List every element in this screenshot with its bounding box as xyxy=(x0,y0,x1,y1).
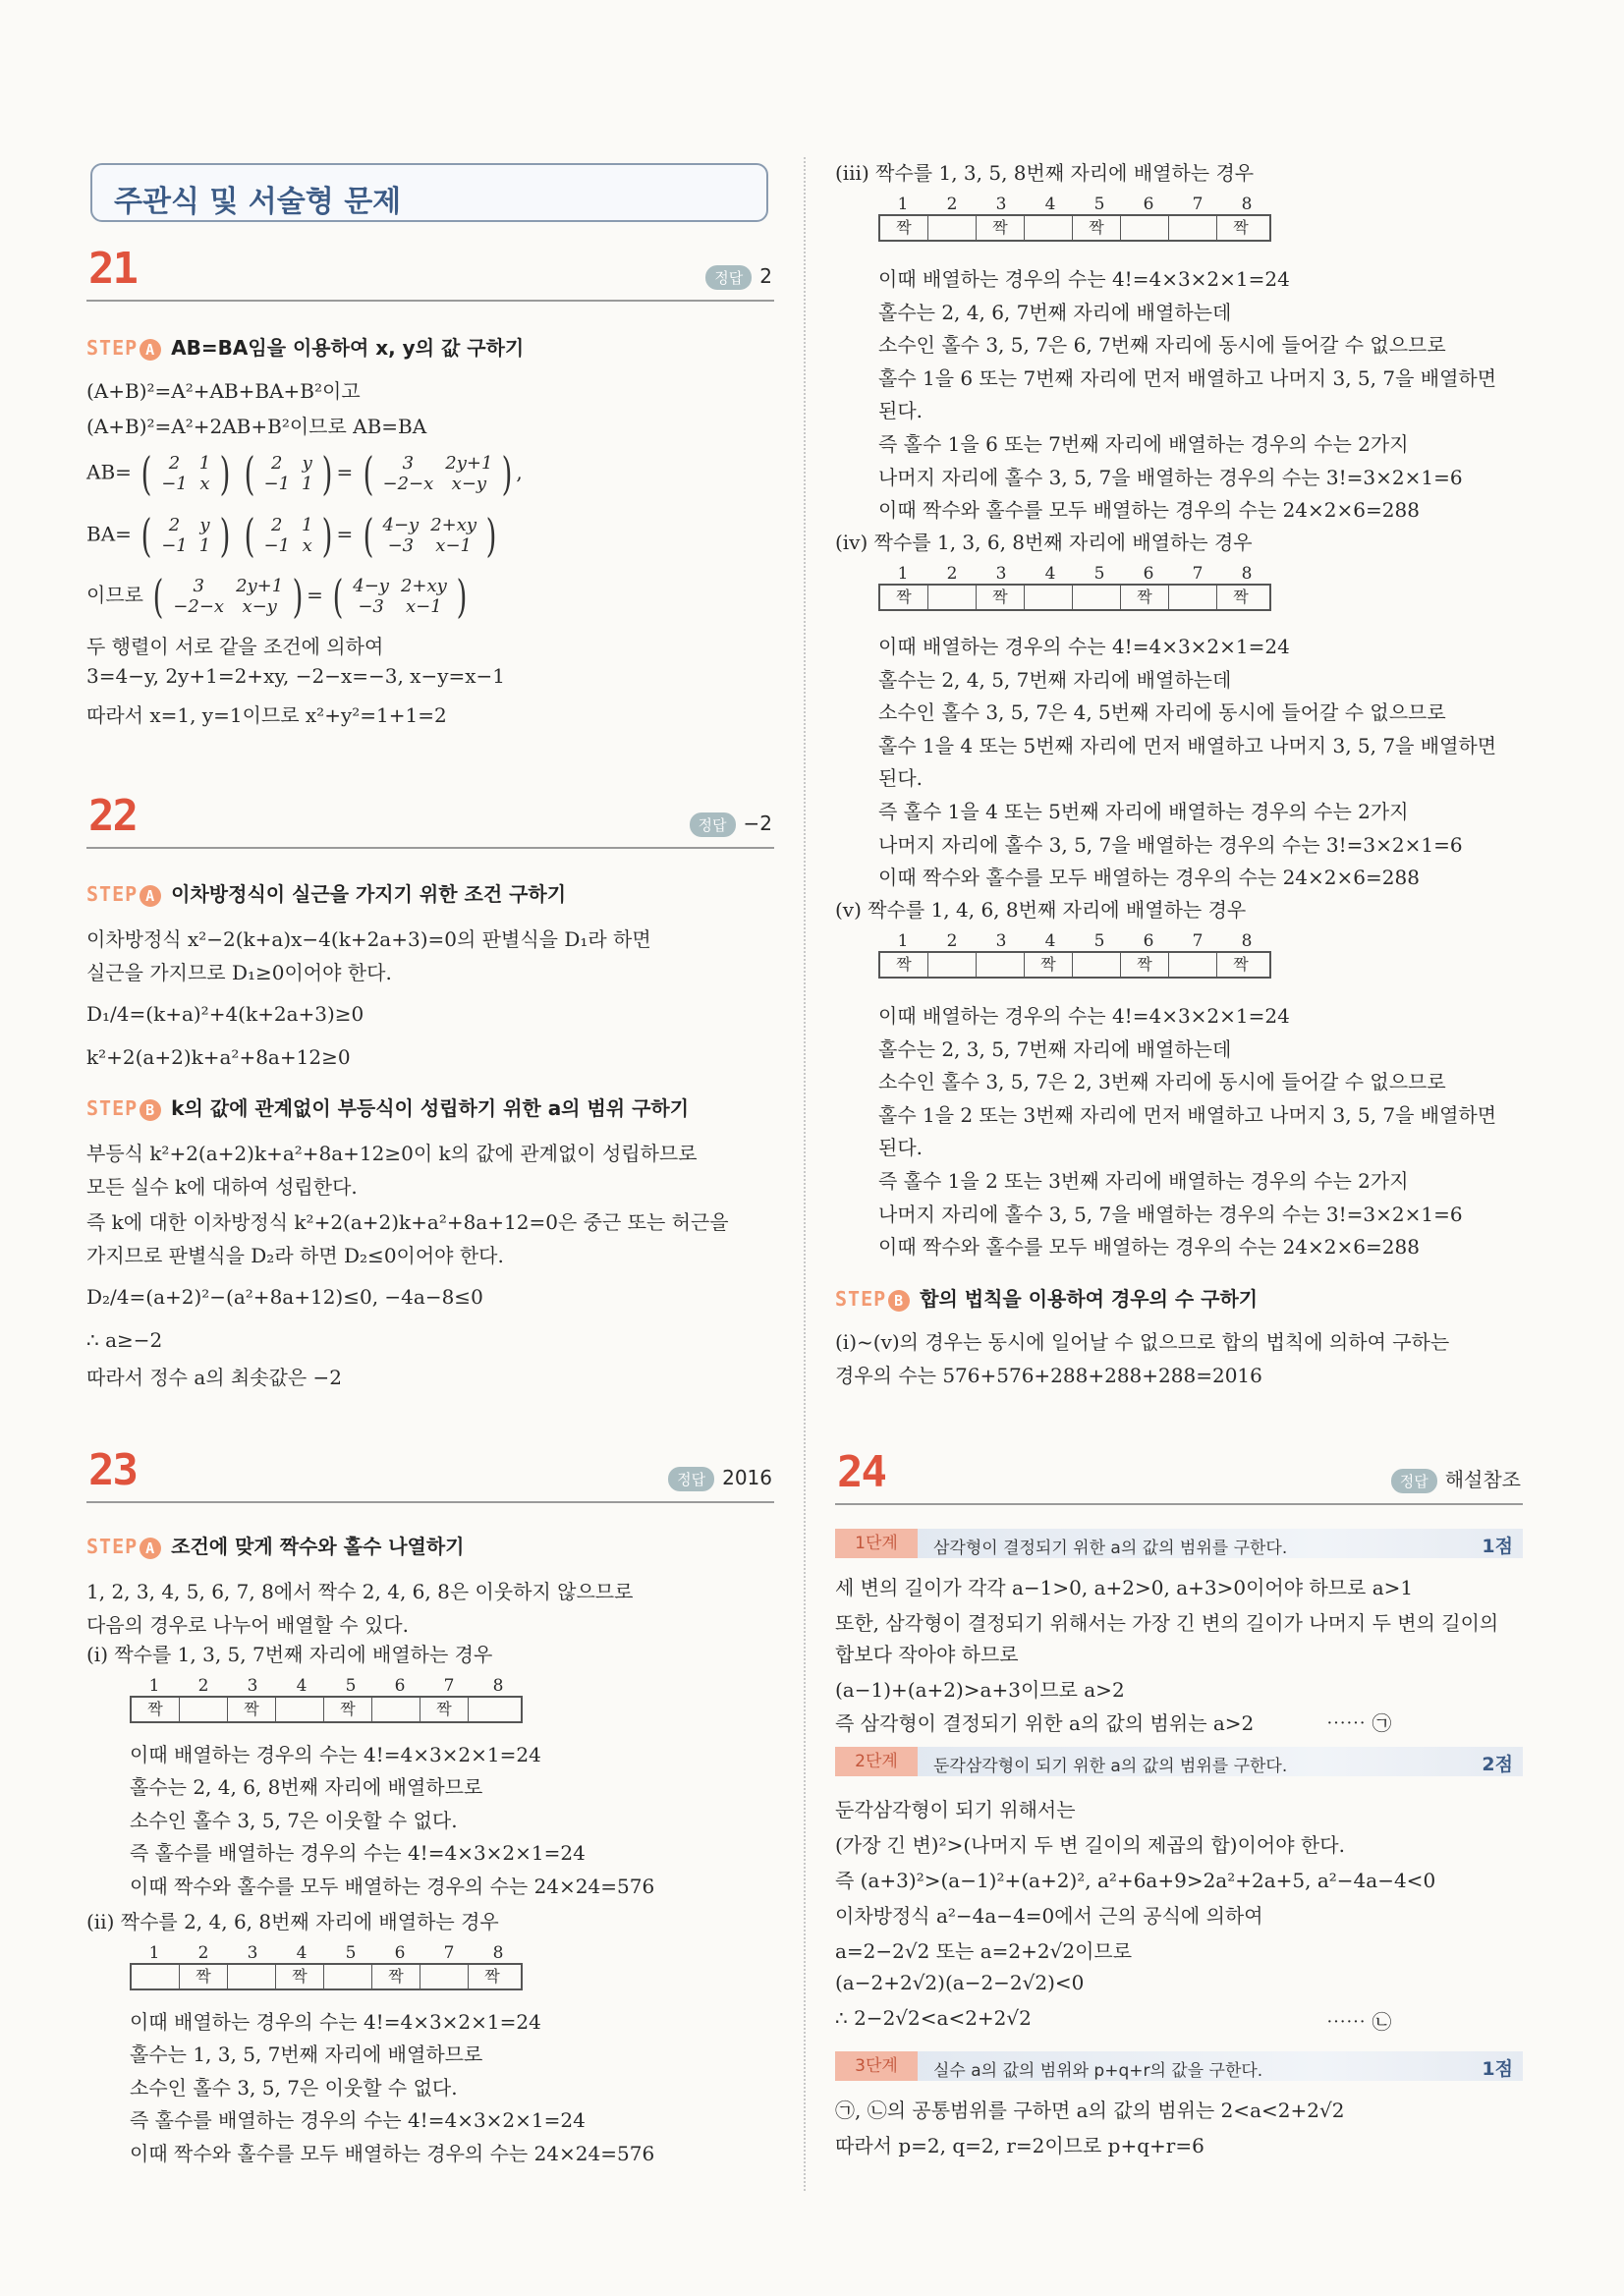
answer-badge: 정답 xyxy=(705,265,752,290)
text-line: 부등식 k²+2(a+2)k+a²+8a+12≥0이 k의 값에 관계없이 성립하므로 xyxy=(86,1142,698,1165)
slot-box xyxy=(324,1965,372,1988)
slot-number: 7 xyxy=(1192,195,1204,214)
step-a xyxy=(86,332,524,361)
text-line: 가지므로 판별식을 D₂라 하면 D₂≤0이어야 한다. xyxy=(86,1244,504,1267)
text-line: 이때 짝수와 홀수를 모두 배열하는 경우의 수는 24×24=576 xyxy=(130,2142,655,2165)
slot-box: 짝 xyxy=(1121,953,1169,977)
slot-number: 5 xyxy=(1093,564,1105,584)
text-line: 홀수는 2, 4, 5, 7번째 자리에 배열하는데 xyxy=(878,668,1232,692)
text-line: 이때 짝수와 홀수를 모두 배열하는 경우의 수는 24×24=576 xyxy=(130,1875,655,1898)
case-heading: (ⅴ) 짝수를 1, 4, 6, 8번째 자리에 배열하는 경우 xyxy=(835,898,1247,922)
marker-1: ⋯⋯ ㉠ xyxy=(1326,1711,1392,1735)
matrix-equation-ba: BA= ( 2 y −1 1 ) ( 2 1 −1 x ) = ( 4−y 2+xy −3 x−1 ) xyxy=(86,509,500,562)
text-line: D₂/4=(a+2)²−(a²+8a+12)≤0, −4a−8≤0 xyxy=(86,1285,483,1309)
step-tag: STEP B xyxy=(86,1096,161,1120)
step-text: AB=BA임을 이용하여 x, y의 값 구하기 xyxy=(171,336,525,360)
slot-number: 8 xyxy=(1241,931,1253,951)
text-line: (가장 긴 변)²>(나머지 두 변 길이의 제곱의 합)이어야 한다. xyxy=(835,1833,1345,1857)
stage-tag: 3단계 xyxy=(835,2051,918,2081)
text-line: 이차방정식 x²−2(k+a)x−4(k+2a+3)=0의 판별식을 D₁라 하면 xyxy=(86,927,651,951)
stage-3-bar xyxy=(835,2051,1523,2081)
answer-value: 2 xyxy=(759,264,772,288)
slot-box: 짝 xyxy=(484,1967,500,1986)
text-line: 이차방정식 a²−4a−4=0에서 근의 공식에 의하여 xyxy=(835,1904,1263,1928)
stage-text: 삼각형이 결정되기 위한 a의 값의 범위를 구한다. xyxy=(933,1539,1288,1558)
slot-number: 7 xyxy=(1192,931,1204,951)
text-line: 된다. xyxy=(878,1136,923,1159)
case-heading: (ⅰ) 짝수를 1, 3, 5, 7번째 자리에 배열하는 경우 xyxy=(86,1643,493,1666)
text-line: 이때 짝수와 홀수를 모두 배열하는 경우의 수는 24×2×6=288 xyxy=(878,498,1420,522)
text-line: a=2−2√2 또는 a=2+2√2이므로 xyxy=(835,1939,1133,1963)
slot-box xyxy=(1169,216,1217,240)
slot-number: 1 xyxy=(148,1676,160,1696)
slot-box: 짝 xyxy=(880,216,928,240)
text-line: 즉 홀수 1을 4 또는 5번째 자리에 배열하는 경우의 수는 2가지 xyxy=(878,800,1409,823)
slot-number: 4 xyxy=(1044,931,1056,951)
problem-number: 24 xyxy=(837,1447,885,1497)
text-line: 세 변의 길이가 각각 a−1>0, a+2>0, a+3>0이어야 하므로 a>1 xyxy=(835,1576,1414,1599)
slot-box xyxy=(180,1698,228,1721)
matrix: ( 2 1 −1 x ) xyxy=(140,447,231,500)
text-line: 된다. xyxy=(878,399,923,422)
slot-number: 3 xyxy=(995,931,1007,951)
slot-number: 2 xyxy=(197,1943,209,1963)
column-divider xyxy=(804,157,806,2191)
stage-1-bar xyxy=(835,1529,1523,1558)
text-line: 합보다 작아야 하므로 xyxy=(835,1643,1019,1666)
slot-number: 2 xyxy=(197,1676,209,1696)
slot-box: 짝 xyxy=(1233,588,1249,606)
step-text: 합의 법칙을 이용하여 경우의 수 구하기 xyxy=(920,1287,1259,1311)
answer-badge: 정답 xyxy=(690,812,736,837)
text-line: 따라서 x=1, y=1이므로 x²+y²=1+1=2 xyxy=(86,703,447,727)
text-line: 즉 홀수 1을 6 또는 7번째 자리에 배열하는 경우의 수는 2가지 xyxy=(878,432,1409,456)
slot-diagram xyxy=(878,564,1271,611)
text-line: 홀수 1을 6 또는 7번째 자리에 먼저 배열하고 나머지 3, 5, 7을 배열하면 xyxy=(878,366,1497,390)
text-line: ∴ a≥−2 xyxy=(86,1328,163,1352)
text-line: 이때 짝수와 홀수를 모두 배열하는 경우의 수는 24×2×6=288 xyxy=(878,1235,1420,1259)
slot-box: 짝 xyxy=(276,1965,324,1988)
slot-box: 짝 xyxy=(1233,955,1249,974)
text-line: 경우의 수는 576+576+288+288+288=2016 xyxy=(835,1364,1262,1387)
slot-number: 8 xyxy=(492,1943,504,1963)
text-line: (A+B)²=A²+2AB+B²이므로 AB=BA xyxy=(86,415,427,438)
slot-box xyxy=(276,1698,324,1721)
marker-2: ⋯⋯ ㉡ xyxy=(1326,2010,1392,2034)
matrix: ( 2 y −1 1 ) xyxy=(244,447,333,500)
slot-number: 8 xyxy=(492,1676,504,1696)
text-line: 홀수 1을 2 또는 3번째 자리에 먼저 배열하고 나머지 3, 5, 7을 배열하면 xyxy=(878,1103,1497,1127)
text-line: 홀수 1을 4 또는 5번째 자리에 먼저 배열하고 나머지 3, 5, 7을 배열하면 xyxy=(878,734,1497,757)
text-line: 이때 짝수와 홀수를 모두 배열하는 경우의 수는 24×2×6=288 xyxy=(878,866,1420,889)
slot-number: 6 xyxy=(1143,195,1154,214)
stage-points: 2점 xyxy=(1482,1754,1513,1775)
step-tag: STEP A xyxy=(86,1535,161,1558)
slot-number: 7 xyxy=(1192,564,1204,584)
text-line: (ⅰ)~(ⅴ)의 경우는 동시에 일어날 수 없으므로 합의 법칙에 의하여 구하는 xyxy=(835,1330,1450,1354)
slot-box: 짝 xyxy=(1121,586,1169,609)
slot-box xyxy=(977,953,1025,977)
step-tag: STEP A xyxy=(86,882,161,906)
slot-box xyxy=(928,586,977,609)
text-line: 이때 배열하는 경우의 수는 4!=4×3×2×1=24 xyxy=(130,2010,541,2034)
slot-number: 4 xyxy=(1044,564,1056,584)
text-line: 홀수는 2, 3, 5, 7번째 자리에 배열하는데 xyxy=(878,1037,1232,1061)
slot-number: 6 xyxy=(1143,931,1154,951)
slot-number: 5 xyxy=(1093,931,1105,951)
text-line: 된다. xyxy=(878,766,923,790)
slot-box: 짝 xyxy=(180,1965,228,1988)
text-line: ∴ 2−2√2<a<2+2√2 xyxy=(835,2006,1032,2030)
slot-box xyxy=(372,1698,420,1721)
slot-number: 3 xyxy=(995,195,1007,214)
matrix-equation-ab: AB= ( 2 1 −1 x ) ( 2 y −1 1 ) = ( 3 2y+1 −2−x x−y ) , xyxy=(86,447,523,500)
slot-number: 6 xyxy=(394,1676,406,1696)
slot-box: 짝 xyxy=(880,953,928,977)
text-line: 나머지 자리에 홀수 3, 5, 7을 배열하는 경우의 수는 3!=3×2×1=6 xyxy=(878,833,1463,857)
slot-diagram xyxy=(878,195,1271,242)
matrix: ( 2 y −1 1 ) xyxy=(140,509,231,562)
text-line: 홀수는 2, 4, 6, 8번째 자리에 배열하므로 xyxy=(130,1775,483,1799)
slot-number: 8 xyxy=(1241,195,1253,214)
text-line: 3=4−y, 2y+1=2+xy, −2−x=−3, x−y=x−1 xyxy=(86,664,506,688)
step-text: 조건에 맞게 짝수와 홀수 나열하기 xyxy=(171,1535,465,1558)
slot-number: 2 xyxy=(946,564,958,584)
slot-number: 7 xyxy=(443,1943,455,1963)
text-line: 실근을 가지므로 D₁≥0이어야 한다. xyxy=(86,961,392,984)
text-line: 소수인 홀수 3, 5, 7은 이웃할 수 없다. xyxy=(130,1809,458,1832)
text-line: 따라서 정수 a의 최솟값은 −2 xyxy=(86,1366,343,1389)
slot-number: 1 xyxy=(897,195,909,214)
stage-text: 실수 a의 값의 범위와 p+q+r의 값을 구한다. xyxy=(933,2061,1263,2081)
text-line: k²+2(a+2)k+a²+8a+12≥0 xyxy=(86,1045,351,1069)
case-heading: (ⅳ) 짝수를 1, 3, 6, 8번째 자리에 배열하는 경우 xyxy=(835,531,1253,554)
problem-number: 23 xyxy=(88,1445,137,1495)
step-tag: STEP A xyxy=(86,336,161,360)
text-line: 즉 홀수를 배열하는 경우의 수는 4!=4×3×2×1=24 xyxy=(130,1841,586,1865)
slot-number: 6 xyxy=(394,1943,406,1963)
text-line: (A+B)²=A²+AB+BA+B²이고 xyxy=(86,379,361,403)
slot-box: 짝 xyxy=(977,216,1025,240)
matrix: ( 2 1 −1 x ) xyxy=(244,509,333,562)
slot-number: 5 xyxy=(345,1676,357,1696)
slot-box xyxy=(1025,216,1073,240)
stage-2-bar xyxy=(835,1747,1523,1776)
text-line: 두 행렬이 서로 같을 조건에 의하여 xyxy=(86,635,384,658)
problem-number: 21 xyxy=(88,244,137,294)
text-line: 즉 (a+3)²>(a−1)²+(a+2)², a²+6a+9>2a²+2a+5, a²−4a−4<0 xyxy=(835,1869,1436,1892)
slot-box: 짝 xyxy=(420,1698,469,1721)
slot-box: 짝 xyxy=(880,586,928,609)
slot-number: 6 xyxy=(1143,564,1154,584)
stage-tag: 2단계 xyxy=(835,1747,918,1776)
problem-22-header xyxy=(86,791,774,849)
text-line: 또한, 삼각형이 결정되기 위해서는 가장 긴 변의 길이가 나머지 두 변의 길이의 xyxy=(835,1611,1499,1635)
slot-box: 짝 xyxy=(228,1698,276,1721)
slot-number: 2 xyxy=(946,931,958,951)
text-line: 소수인 홀수 3, 5, 7은 2, 3번째 자리에 동시에 들어갈 수 없으므로 xyxy=(878,1070,1446,1093)
slot-box: 짝 xyxy=(1073,216,1121,240)
slot-number: 8 xyxy=(1241,564,1253,584)
text-line: 이때 배열하는 경우의 수는 4!=4×3×2×1=24 xyxy=(878,267,1290,291)
problem-23-header xyxy=(86,1445,774,1503)
slot-diagram xyxy=(130,1943,523,1990)
text-line: 나머지 자리에 홀수 3, 5, 7을 배열하는 경우의 수는 3!=3×2×1=6 xyxy=(878,1203,1463,1226)
step-b xyxy=(835,1283,1258,1312)
stage-text: 둔각삼각형이 되기 위한 a의 값의 범위를 구한다. xyxy=(933,1757,1288,1776)
step-text: 이차방정식이 실근을 가지기 위한 조건 구하기 xyxy=(171,882,567,906)
problem-24-header xyxy=(835,1447,1523,1505)
text-line: 둔각삼각형이 되기 위해서는 xyxy=(835,1798,1076,1821)
text-line: 이때 배열하는 경우의 수는 4!=4×3×2×1=24 xyxy=(878,1004,1290,1028)
slot-box xyxy=(1073,586,1121,609)
slot-diagram xyxy=(130,1676,523,1723)
text-line: (a−1)+(a+2)>a+3이므로 a>2 xyxy=(835,1678,1125,1702)
slot-number: 3 xyxy=(247,1943,258,1963)
step-tag: STEP B xyxy=(835,1287,910,1311)
text-line: 소수인 홀수 3, 5, 7은 6, 7번째 자리에 동시에 들어갈 수 없으므로 xyxy=(878,333,1446,357)
text-line: 홀수는 2, 4, 6, 7번째 자리에 배열하는데 xyxy=(878,301,1232,324)
stage-points: 1점 xyxy=(1482,1536,1513,1557)
text-line: (a−2+2√2)(a−2−2√2)<0 xyxy=(835,1971,1085,1994)
step-text: k의 값에 관계없이 부등식이 성립하기 위한 a의 범위 구하기 xyxy=(171,1096,690,1120)
text-line: D₁/4=(k+a)²+4(k+2a+3)≥0 xyxy=(86,1002,364,1026)
case-heading: (ⅱ) 짝수를 2, 4, 6, 8번째 자리에 배열하는 경우 xyxy=(86,1910,499,1933)
slot-box: 짝 xyxy=(132,1698,180,1721)
step-b xyxy=(86,1092,689,1121)
slot-box xyxy=(132,1965,180,1988)
text-line: ㉠, ㉡의 공통범위를 구하면 a의 값의 범위는 2<a<2+2√2 xyxy=(835,2099,1345,2122)
stage-tag: 1단계 xyxy=(835,1529,918,1558)
slot-number: 1 xyxy=(897,564,909,584)
step-a xyxy=(86,878,566,907)
problem-21-header xyxy=(86,244,774,302)
text-line: 1, 2, 3, 4, 5, 6, 7, 8에서 짝수 2, 4, 6, 8은 이웃하지 않으므로 xyxy=(86,1580,634,1603)
text-line: 즉 k에 대한 이차방정식 k²+2(a+2)k+a²+8a+12=0은 중근 또는 허근을 xyxy=(86,1210,729,1234)
slot-box xyxy=(1025,586,1073,609)
step-a xyxy=(86,1531,465,1559)
section-title: 주관식 및 서술형 문제 xyxy=(114,185,402,219)
matrix-equation-equal: 이므로 ( 3 2y+1 −2−x x−y ) = ( 4−y 2+xy −3 x−1 ) xyxy=(86,570,471,623)
slot-diagram xyxy=(878,931,1271,979)
answer-value: 해설참조 xyxy=(1444,1468,1521,1491)
slot-box xyxy=(928,216,977,240)
slot-number: 2 xyxy=(946,195,958,214)
matrix: ( 4−y 2+xy −3 x−1 ) xyxy=(363,509,497,562)
slot-box xyxy=(420,1965,469,1988)
slot-box: 짝 xyxy=(1025,953,1073,977)
answer xyxy=(690,812,772,837)
text-line: 홀수는 1, 3, 5, 7번째 자리에 배열하므로 xyxy=(130,2043,483,2066)
slot-box: 짝 xyxy=(977,586,1025,609)
problem-number: 22 xyxy=(88,791,137,841)
slot-number: 5 xyxy=(345,1943,357,1963)
matrix: ( 3 2y+1 −2−x x−y ) xyxy=(363,447,513,500)
stage-points: 1점 xyxy=(1482,2058,1513,2080)
slot-box xyxy=(1169,586,1217,609)
answer-value: 2016 xyxy=(722,1466,772,1489)
text-line: 이때 배열하는 경우의 수는 4!=4×3×2×1=24 xyxy=(878,635,1290,658)
slot-box: 짝 xyxy=(1233,218,1249,237)
slot-number: 1 xyxy=(148,1943,160,1963)
matrix: ( 3 2y+1 −2−x x−y ) xyxy=(152,570,304,623)
answer xyxy=(1391,1464,1521,1493)
slot-box xyxy=(1073,953,1121,977)
slot-number: 7 xyxy=(443,1676,455,1696)
case-heading: (ⅲ) 짝수를 1, 3, 5, 8번째 자리에 배열하는 경우 xyxy=(835,161,1255,185)
text-line: 즉 삼각형이 결정되기 위한 a의 값의 범위는 a>2 xyxy=(835,1711,1255,1735)
text-line: 모든 실수 k에 대하여 성립한다. xyxy=(86,1175,358,1199)
slot-number: 3 xyxy=(995,564,1007,584)
text-line: 따라서 p=2, q=2, r=2이므로 p+q+r=6 xyxy=(835,2134,1204,2157)
slot-box xyxy=(228,1965,276,1988)
text-line: 나머지 자리에 홀수 3, 5, 7을 배열하는 경우의 수는 3!=3×2×1=6 xyxy=(878,466,1463,489)
answer-badge: 정답 xyxy=(1391,1469,1437,1493)
answer xyxy=(668,1466,772,1491)
slot-number: 3 xyxy=(247,1676,258,1696)
matrix: ( 4−y 2+xy −3 x−1 ) xyxy=(332,570,468,623)
slot-number: 5 xyxy=(1093,195,1105,214)
slot-number: 4 xyxy=(1044,195,1056,214)
slot-number: 4 xyxy=(296,1943,308,1963)
slot-box xyxy=(1169,953,1217,977)
answer-badge: 정답 xyxy=(668,1467,714,1491)
slot-box: 짝 xyxy=(324,1698,372,1721)
slot-box: 짝 xyxy=(372,1965,420,1988)
answer-value: −2 xyxy=(743,812,772,835)
slot-box xyxy=(928,953,977,977)
answer xyxy=(705,264,772,290)
text-line: 다음의 경우로 나누어 배열할 수 있다. xyxy=(86,1613,409,1637)
section-title-box xyxy=(90,163,768,222)
slot-box xyxy=(1121,216,1169,240)
slot-number: 1 xyxy=(897,931,909,951)
text-line: 소수인 홀수 3, 5, 7은 4, 5번째 자리에 동시에 들어갈 수 없으므로 xyxy=(878,700,1446,724)
text-line: 즉 홀수 1을 2 또는 3번째 자리에 배열하는 경우의 수는 2가지 xyxy=(878,1169,1409,1193)
text-line: 소수인 홀수 3, 5, 7은 이웃할 수 없다. xyxy=(130,2076,458,2100)
text-line: 이때 배열하는 경우의 수는 4!=4×3×2×1=24 xyxy=(130,1743,541,1766)
slot-box xyxy=(469,1698,516,1721)
slot-number: 4 xyxy=(296,1676,308,1696)
text-line: 즉 홀수를 배열하는 경우의 수는 4!=4×3×2×1=24 xyxy=(130,2108,586,2132)
